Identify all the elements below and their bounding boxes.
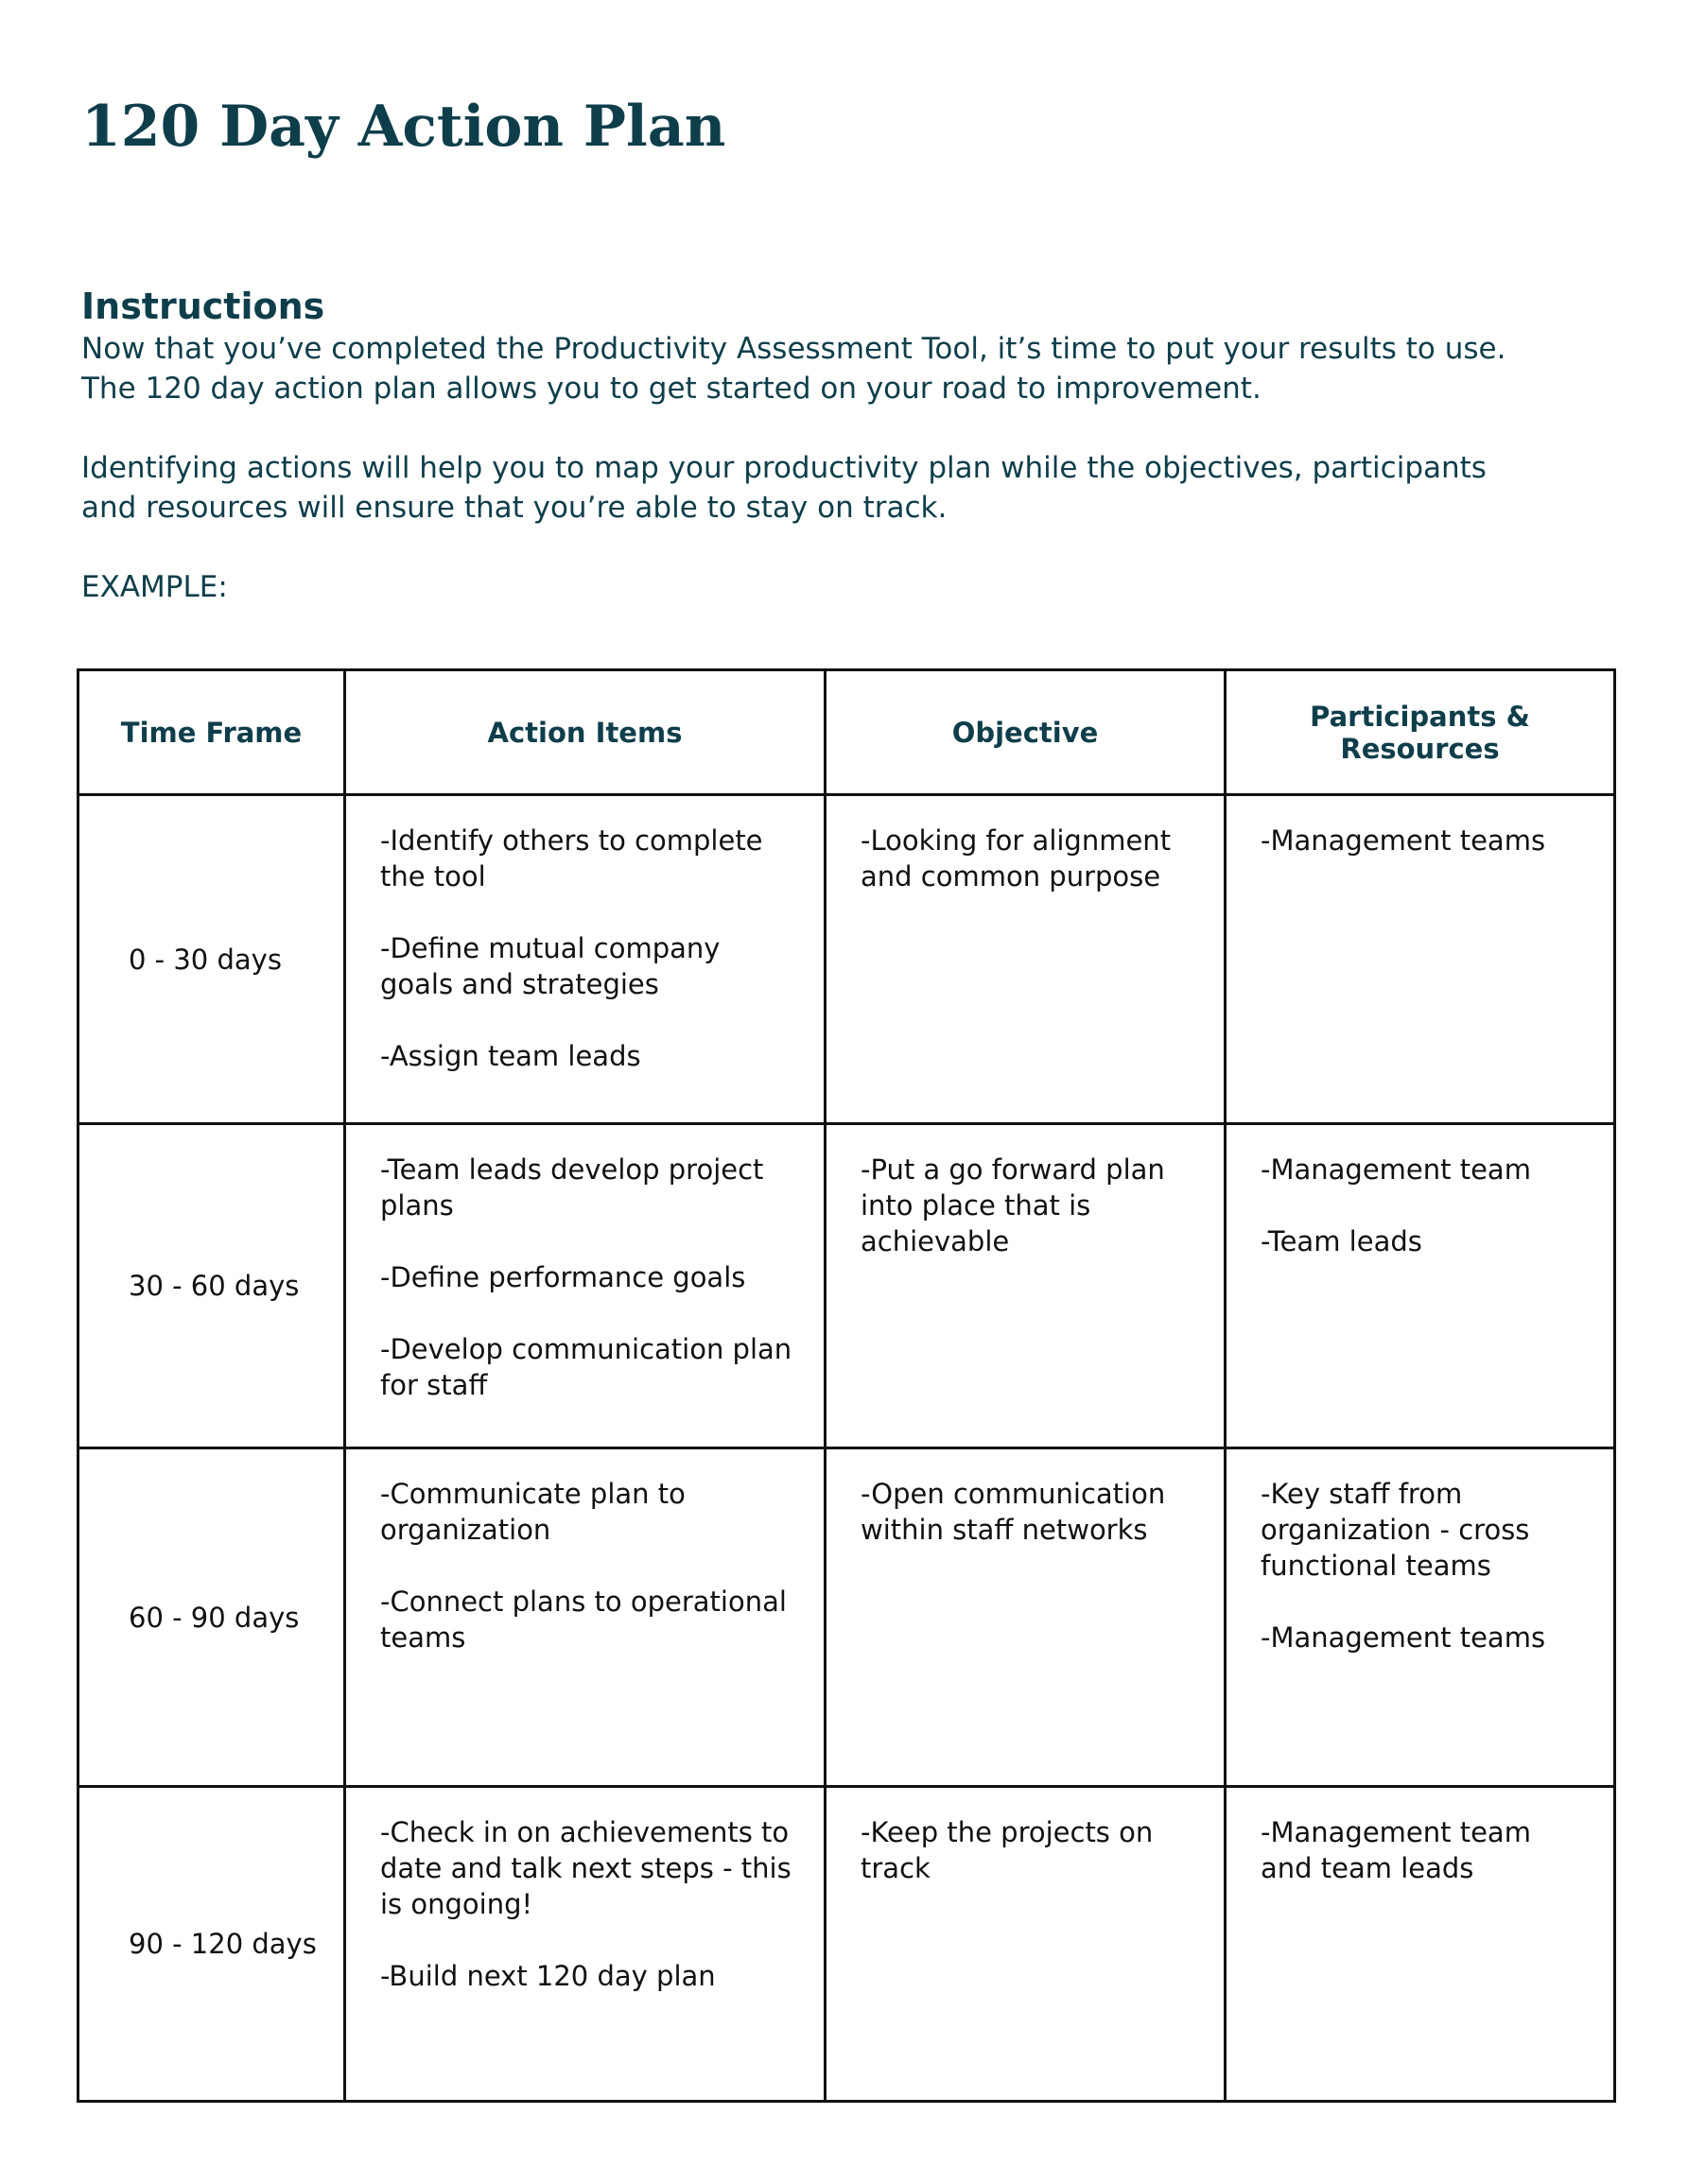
instructions-heading: Instructions bbox=[81, 286, 325, 327]
objective-item: -Looking for alignment and common purpose bbox=[861, 824, 1172, 893]
instructions-line-1: Now that you’ve completed the Productivity Assessment Tool, it’s time to put your results to use. bbox=[81, 332, 1506, 366]
action-item: -Check in on achievements to date and talk next steps - this is ongoing! bbox=[380, 1816, 792, 1920]
participants-cell bbox=[1226, 1124, 1615, 1448]
participant-item: -Management team bbox=[1261, 1153, 1531, 1186]
action-item: -Define performance goals bbox=[380, 1261, 746, 1293]
action-item: -Build next 120 day plan bbox=[380, 1960, 716, 1992]
instructions-line-4: and resources will ensure that you’re able to stay on track. bbox=[81, 491, 948, 525]
objective-cell bbox=[826, 1124, 1226, 1448]
time-frame-cell: 0 - 30 days bbox=[78, 795, 345, 1124]
action-items-cell bbox=[345, 1124, 826, 1448]
action-item: -Connect plans to operational teams bbox=[380, 1586, 787, 1654]
header-time-frame: Time Frame bbox=[78, 670, 345, 795]
table-row bbox=[78, 795, 1615, 1124]
action-item: -Identify others to complete the tool bbox=[380, 824, 763, 893]
objective-item: -Put a go forward plan into place that is achievable bbox=[861, 1153, 1165, 1257]
action-items-cell bbox=[345, 1448, 826, 1787]
time-frame-cell: 30 - 60 days bbox=[78, 1124, 345, 1448]
table-row bbox=[78, 1124, 1615, 1448]
participant-item: -Team leads bbox=[1261, 1225, 1422, 1257]
action-item: -Team leads develop project plans bbox=[380, 1153, 764, 1222]
action-item: -Assign team leads bbox=[380, 1040, 641, 1072]
participant-item: -Management teams bbox=[1261, 1621, 1546, 1654]
participants-cell bbox=[1226, 1448, 1615, 1787]
objective-cell bbox=[826, 1787, 1226, 2102]
participant-item: -Management team and team leads bbox=[1261, 1816, 1531, 1884]
table-row bbox=[78, 1787, 1615, 2102]
objective-cell bbox=[826, 795, 1226, 1124]
participant-item: -Key staff from organization - cross functional teams bbox=[1261, 1478, 1530, 1582]
participants-cell bbox=[1226, 795, 1615, 1124]
instructions-section bbox=[81, 284, 1594, 607]
objective-item: -Keep the projects on track bbox=[861, 1816, 1154, 1884]
table-header-row bbox=[78, 670, 1615, 795]
action-items-cell bbox=[345, 1787, 826, 2102]
instructions-line-3: Identifying actions will help you to map your productivity plan while the objectives, participants bbox=[81, 451, 1487, 485]
objective-item: -Open communication within staff networks bbox=[861, 1478, 1166, 1546]
objective-cell bbox=[826, 1448, 1226, 1787]
instructions-line-2: The 120 day action plan allows you to get started on your road to improvement. bbox=[81, 372, 1262, 406]
participant-item: -Management teams bbox=[1261, 824, 1546, 857]
time-frame-cell: 60 - 90 days bbox=[78, 1448, 345, 1787]
header-action-items: Action Items bbox=[345, 670, 826, 795]
action-item: -Define mutual company goals and strategies bbox=[380, 932, 721, 1000]
header-participants-resources: Participants & Resources bbox=[1226, 670, 1615, 795]
action-item: -Develop communication plan for staff bbox=[380, 1333, 792, 1401]
time-frame-cell: 90 - 120 days bbox=[78, 1787, 345, 2102]
table-row bbox=[78, 1448, 1615, 1787]
action-item: -Communicate plan to organization bbox=[380, 1478, 686, 1546]
participants-cell bbox=[1226, 1787, 1615, 2102]
header-objective: Objective bbox=[826, 670, 1226, 795]
action-items-cell bbox=[345, 795, 826, 1124]
page-title: 120 Day Action Plan bbox=[81, 94, 726, 160]
action-plan-table bbox=[77, 668, 1616, 2103]
example-label: EXAMPLE: bbox=[81, 570, 228, 604]
